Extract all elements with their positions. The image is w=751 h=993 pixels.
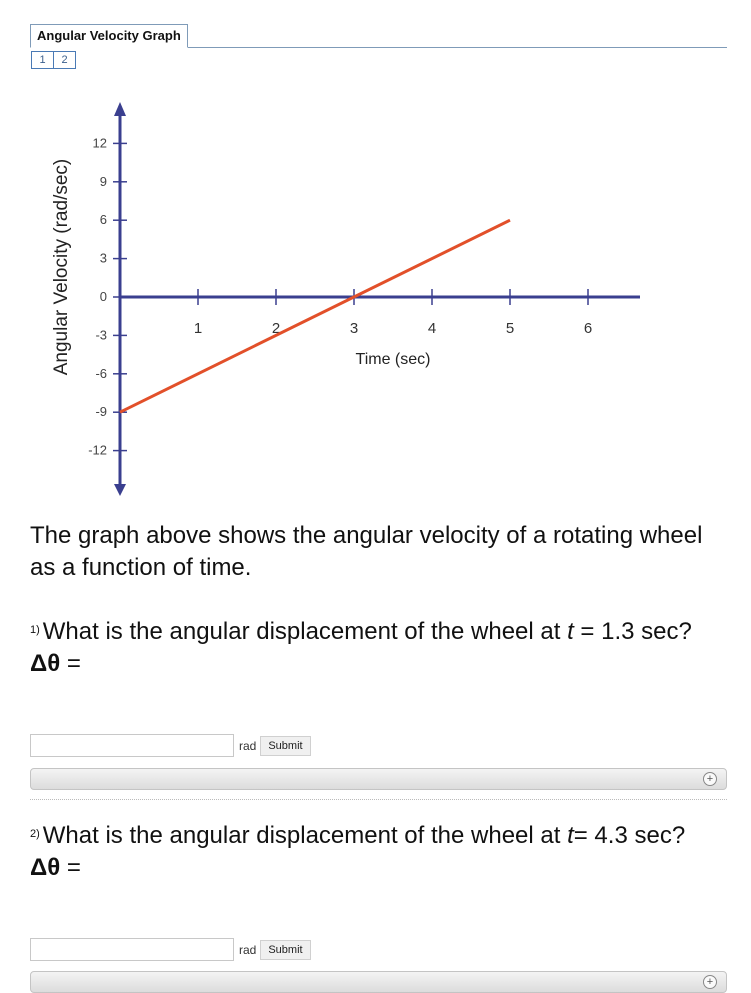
- angular-velocity-chart: [40, 96, 640, 506]
- y-tick-label: -9: [95, 404, 107, 420]
- question-2: [30, 820, 730, 884]
- y-axis-down-arrow: [114, 484, 126, 496]
- question-2-text-before: What is the angular displacement of the wheel at: [42, 822, 568, 849]
- question-2-submit-button[interactable]: Submit: [260, 940, 310, 960]
- y-tick-label: 9: [99, 173, 107, 189]
- expand-plus-icon[interactable]: +: [703, 975, 717, 989]
- y-tick-label: 0: [99, 289, 107, 304]
- tab-bar: [30, 24, 727, 48]
- question-2-answer-input[interactable]: [30, 938, 234, 961]
- tab-angular-velocity-graph[interactable]: Angular Velocity Graph: [30, 24, 188, 48]
- series-line: [120, 220, 510, 412]
- y-axis-up-arrow: [114, 102, 126, 116]
- question-1-hint-bar[interactable]: [30, 768, 727, 790]
- page-1-button[interactable]: 1: [31, 51, 54, 69]
- question-2-answer-row: [30, 938, 311, 961]
- x-tick-label: 2: [271, 320, 281, 337]
- question-2-number: 2): [30, 828, 40, 840]
- question-2-text-after: = 4.3 sec?: [573, 822, 686, 849]
- expand-plus-icon[interactable]: +: [703, 772, 717, 786]
- y-tick-label: 3: [99, 250, 107, 266]
- question-1-text-before: What is the angular displacement of the wheel at: [42, 618, 568, 645]
- x-tick-label: 4: [427, 320, 437, 337]
- question-1-equals: =: [60, 650, 81, 677]
- y-tick-label: -6: [95, 365, 107, 381]
- question-1-answer-input[interactable]: [30, 734, 234, 757]
- y-tick-label: 12: [92, 135, 107, 151]
- intro-text: The graph above shows the angular velocity of a rotating wheel as a function of time.: [30, 522, 703, 581]
- question-2-var: t: [567, 822, 574, 849]
- y-tick-label: 6: [99, 212, 107, 228]
- question-1-number: 1): [30, 624, 40, 636]
- question-1-submit-button[interactable]: Submit: [260, 736, 310, 756]
- question-1-text-after: = 1.3 sec?: [573, 618, 692, 645]
- y-tick-label: -3: [95, 327, 107, 343]
- x-axis-label: Time (sec): [355, 351, 431, 368]
- question-2-unit: rad: [239, 942, 257, 957]
- divider: [30, 799, 727, 800]
- question-1-unit: rad: [239, 738, 257, 753]
- question-1-answer-row: [30, 734, 311, 757]
- question-2-answer-label: Δθ: [30, 854, 61, 881]
- x-tick-label: 5: [505, 320, 515, 337]
- question-1-var: t: [567, 618, 574, 645]
- question-1-answer-label: Δθ: [30, 650, 61, 677]
- y-tick-label: -12: [88, 442, 107, 458]
- question-1: [30, 616, 730, 680]
- page-2-button[interactable]: 2: [53, 51, 76, 69]
- x-tick-label: 3: [349, 320, 359, 337]
- pager: [31, 51, 75, 69]
- question-2-hint-bar[interactable]: [30, 971, 727, 993]
- x-tick-label: 1: [193, 320, 203, 337]
- x-tick-label: 6: [583, 320, 593, 337]
- question-2-equals: =: [60, 854, 81, 881]
- y-axis-label: Angular Velocity (rad/sec): [51, 158, 72, 376]
